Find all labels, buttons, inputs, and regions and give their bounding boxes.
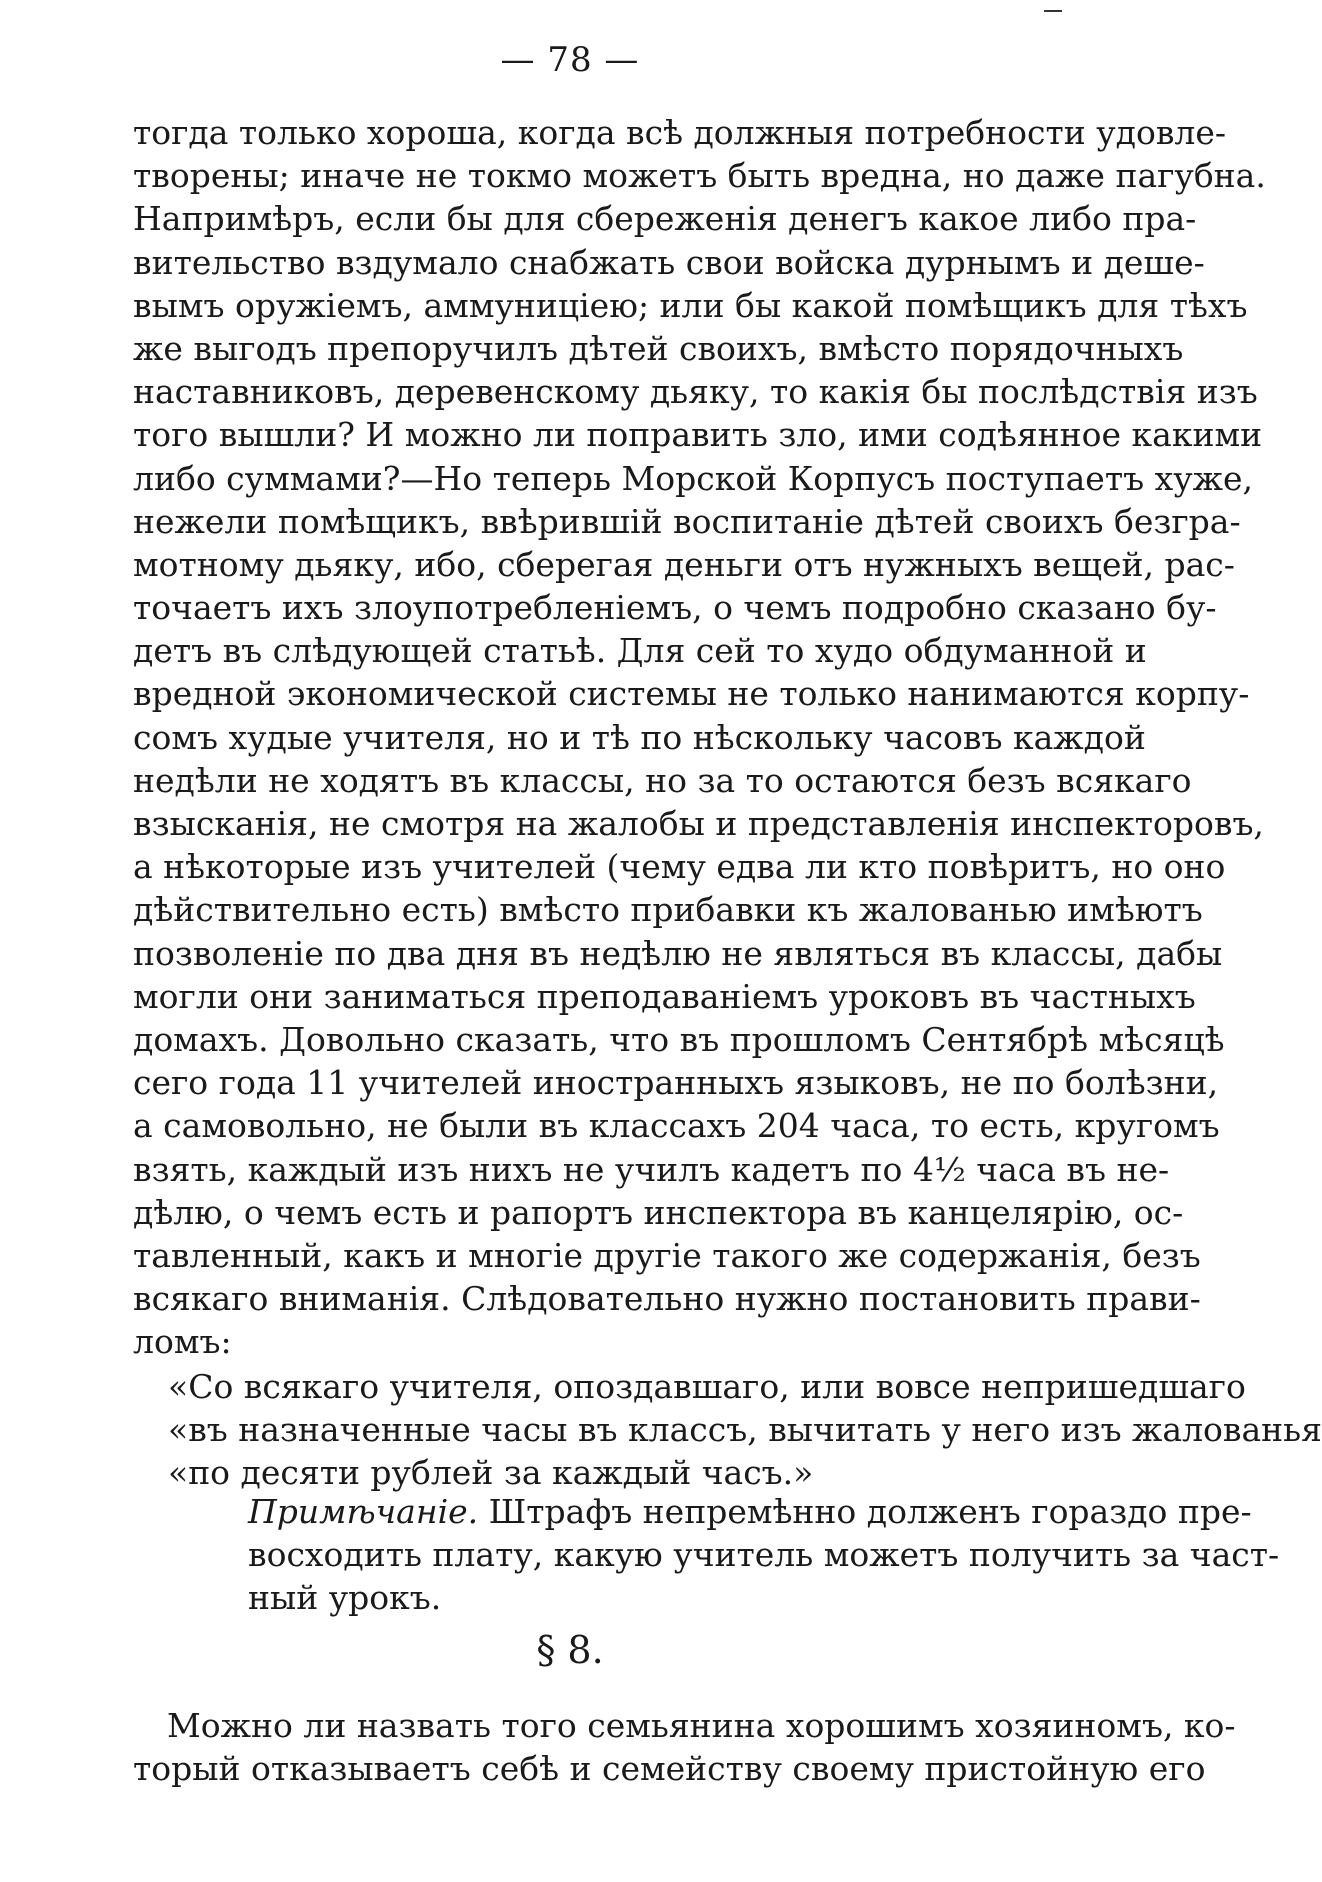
text-line: позволеніе по два дня въ недѣлю не являться въ классы, дабы bbox=[133, 933, 1223, 973]
text-line: дѣйствительно есть) вмѣсто прибавки къ жалованью имѣютъ bbox=[133, 890, 1203, 930]
quote-line: «Со всякаго учителя, опоздавшаго, или вовсе непришедшаго bbox=[168, 1367, 1246, 1406]
text-line: детъ въ слѣдующей статьѣ. Для сей то худо обдуманной и bbox=[133, 631, 1147, 671]
text-line: мотному дьяку, ибо, сберегая деньги отъ нужныхъ вещей, рас- bbox=[133, 544, 1235, 584]
text-line: вительство вздумало снабжать свои войска дурнымъ и деше- bbox=[133, 242, 1205, 282]
text-line: Можно ли назвать того семьянина хорошимъ хозяиномъ, ко- bbox=[167, 1706, 1236, 1745]
quote-line: «въ назначенные часы въ классъ, вычитать у него изъ жалованья bbox=[168, 1410, 1322, 1450]
main-paragraph bbox=[133, 111, 1266, 1363]
text-line: недѣли не ходятъ въ классы, но за то остаются безъ всякаго bbox=[133, 760, 1192, 800]
text-line: наставниковъ, деревенскому дьяку, то какія бы послѣдствія изъ bbox=[133, 372, 1258, 412]
text-line: ломъ: bbox=[133, 1322, 232, 1362]
note-line: восходить плату, какую учитель можетъ получить за част- bbox=[248, 1535, 1280, 1575]
text-line: а самовольно, не были въ классахъ 204 часа, то есть, кругомъ bbox=[133, 1106, 1220, 1146]
text-line: домахъ. Довольно сказать, что въ прошломъ Сентябрѣ мѣсяцѣ bbox=[133, 1019, 1225, 1059]
text-line: того вышли? И можно ли поправить зло, ими содѣянное какими bbox=[133, 415, 1263, 455]
next-paragraph bbox=[133, 1704, 1236, 1790]
scan-mark bbox=[1044, 10, 1062, 12]
text-line: взысканія, не смотря на жалобы и представленія инспекторовъ, bbox=[133, 804, 1264, 843]
text-line: вымъ оружіемъ, аммуниціею; или бы какой помѣщикъ для тѣхъ bbox=[133, 285, 1248, 325]
note-text: Штрафъ непремѣнно долженъ гораздо пре- bbox=[478, 1492, 1252, 1531]
page-number: — 78 — bbox=[500, 40, 640, 80]
text-line: же выгодъ препоручилъ дѣтей своихъ, вмѣсто порядочныхъ bbox=[133, 328, 1184, 368]
text-line: вредной экономической системы не только нанимаются корпу- bbox=[133, 674, 1250, 714]
footnote-remark bbox=[248, 1490, 1280, 1620]
text-line: творены; иначе не токмо можетъ быть вредна, но даже пагубна. bbox=[133, 156, 1266, 196]
text-line: а нѣкоторые изъ учителей (чему едва ли кто повѣритъ, но оно bbox=[133, 847, 1226, 887]
text-line: взять, каждый изъ нихъ не училъ кадетъ по 4½ часа въ не- bbox=[133, 1149, 1170, 1189]
section-heading: § 8. bbox=[536, 1628, 604, 1672]
text-line: тавленный, какъ и многіе другіе такого же содержанія, безъ bbox=[133, 1235, 1201, 1275]
text-line: точаетъ ихъ злоупотребленіемъ, о чемъ подробно сказано бу- bbox=[133, 588, 1217, 628]
note-label: Примѣчаніе. bbox=[248, 1492, 479, 1531]
text-line: тогда только хороша, когда всѣ должныя потребности удовле- bbox=[133, 113, 1227, 152]
text-line: могли они заниматься преподаваніемъ уроковъ въ частныхъ bbox=[133, 976, 1196, 1016]
text-line: сего года 11 учителей иностранныхъ языковъ, не по болѣзни, bbox=[133, 1063, 1219, 1103]
note-first-line bbox=[248, 1490, 1252, 1533]
text-line: либо суммами?—Но теперь Морской Корпусъ поступаетъ хуже, bbox=[133, 458, 1253, 498]
text-line: сомъ худые учителя, но и тѣ по нѣскольку часовъ каждой bbox=[133, 717, 1146, 757]
quote-line: «по десяти рублей за каждый часъ.» bbox=[168, 1453, 814, 1493]
text-line: нежели помѣщикъ, ввѣрившій воспитаніе дѣтей своихъ безгра- bbox=[133, 501, 1241, 541]
text-line: дѣлю, о чемъ есть и рапортъ инспектора въ канцелярію, ос- bbox=[133, 1192, 1184, 1232]
text-line: всякаго вниманія. Слѣдовательно нужно постановить прави- bbox=[133, 1279, 1201, 1319]
note-line: ный урокъ. bbox=[248, 1578, 442, 1618]
text-line: торый отказываетъ себѣ и семейству своему пристойную его bbox=[133, 1749, 1206, 1789]
text-line: Напримѣръ, если бы для сбереженія денегъ какое либо пра- bbox=[133, 199, 1197, 239]
quoted-rule bbox=[168, 1365, 1322, 1495]
